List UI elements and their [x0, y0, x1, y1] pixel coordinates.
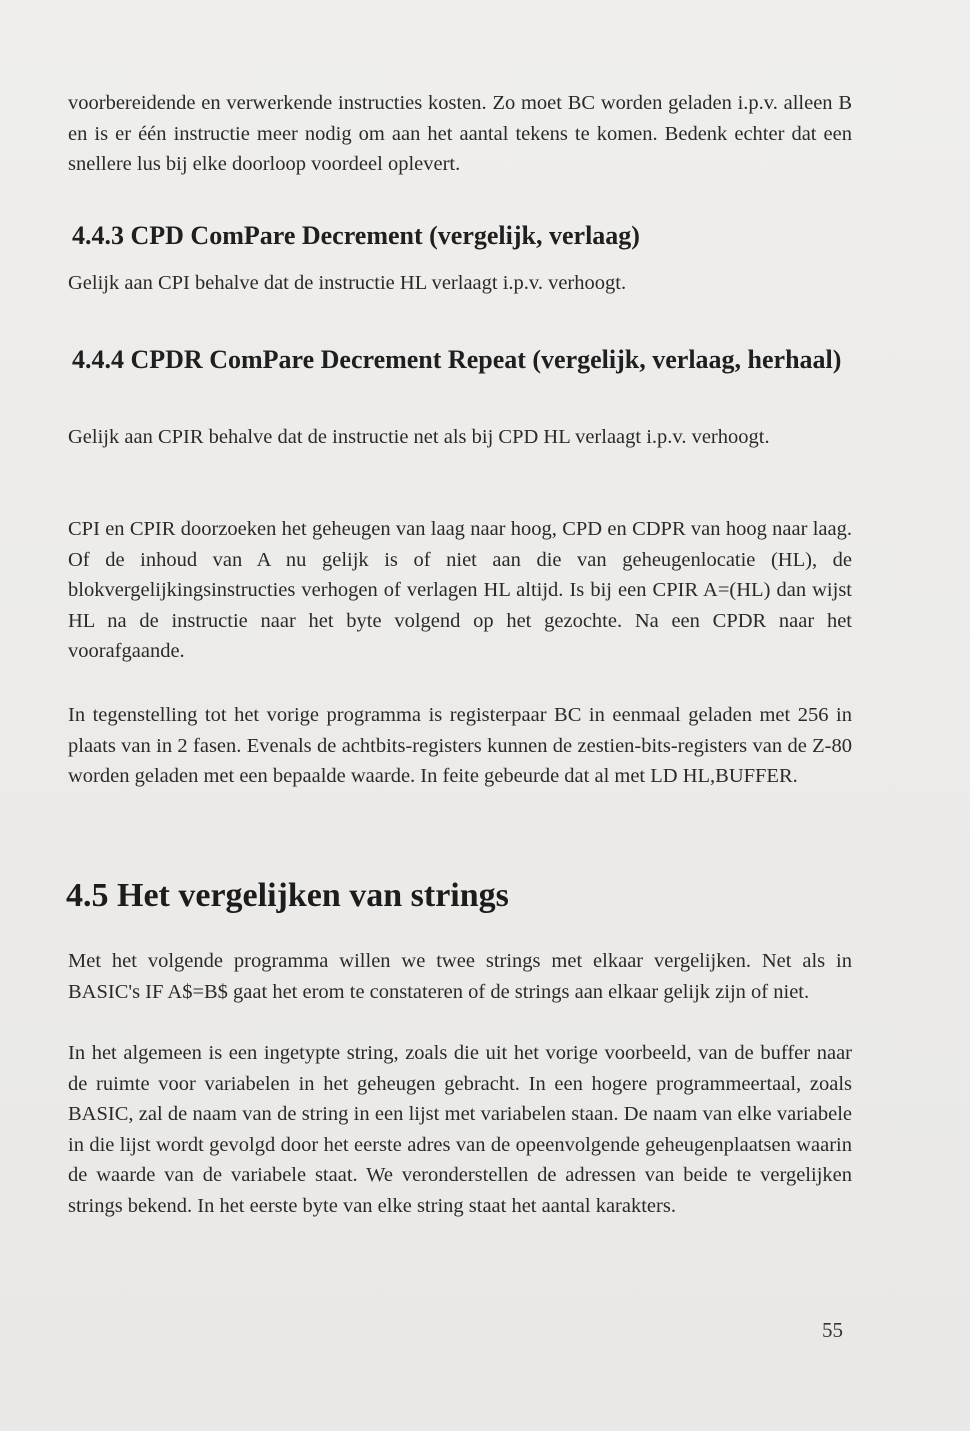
paragraph-strings-intro: Met het volgende programma willen we twee strings met elkaar vergelijken. Net als in BASIC's IF A$=B$ gaat het erom te constateren of de strings aan elkaar gelijk zijn of niet. — [68, 950, 852, 1003]
page-number: 55 — [822, 1318, 843, 1342]
paragraph-4-4-3: Gelijk aan CPI behalve dat de instructie HL verlaagt i.p.v. verhoogt. — [68, 272, 627, 294]
heading-4-4-3: 4.4.3 CPD ComPare Decrement (vergelijk, verlaag) — [72, 221, 640, 250]
heading-4-5: 4.5 Het vergelijken van strings — [66, 877, 509, 914]
paragraph-strings-memory: In het algemeen is een ingetypte string, zoals die uit het vorige voorbeeld, van de buffer naar de ruimte voor variabelen in het geheugen gebracht. In een hogere programmeertaal, zoals BASIC, zal de naam van de string in een lijst met variabelen staan. De naam van elke variabele in die lijst wordt gevolgd door het eerste adres van de opeenvolgende geheugenplaatsen waarin de waarde van de variabele staat. We veronderstellen de adressen van beide te vergelijken strings bekend. In het eerste byte van elke string staat het aantal karakters. — [68, 1042, 852, 1217]
paragraph-register-bc: In tegenstelling tot het vorige programma is registerpaar BC in eenmaal geladen met 256 in plaats van in 2 fasen. Evenals de achtbits-registers kunnen de zestien-bits-registers van de Z-80 worden geladen met een bepaalde waarde. In feite gebeurde dat al met LD HL,BUFFER. — [68, 704, 852, 787]
paragraph-4-4-4: Gelijk aan CPIR behalve dat de instructie net als bij CPD HL verlaagt i.p.v. verhoogt. — [68, 426, 770, 448]
paragraph-block-compare-direction: CPI en CPIR doorzoeken het geheugen van laag naar hoog, CPD en CDPR van hoog naar laag. Of de inhoud van A nu gelijk is of niet aan die van geheugenlocatie (HL), de blokvergelijkingsinstructies verhogen of verlagen HL altijd. Is bij een CPIR A=(HL) dan wijst HL na de instructie naar het byte volgend op het gezochte. Na een CPDR naar het voorafgaande. — [68, 518, 852, 662]
heading-4-4-4: 4.4.4 CPDR ComPare Decrement Repeat (vergelijk, verlaag, herhaal) — [72, 345, 842, 374]
intro-paragraph: voorbereidende en verwerkende instructies kosten. Zo moet BC worden geladen i.p.v. alleen B en is er één instructie meer nodig om aan het aantal tekens te komen. Bedenk echter dat een snellere lus bij elke doorloop voordeel oplevert. — [68, 92, 852, 175]
